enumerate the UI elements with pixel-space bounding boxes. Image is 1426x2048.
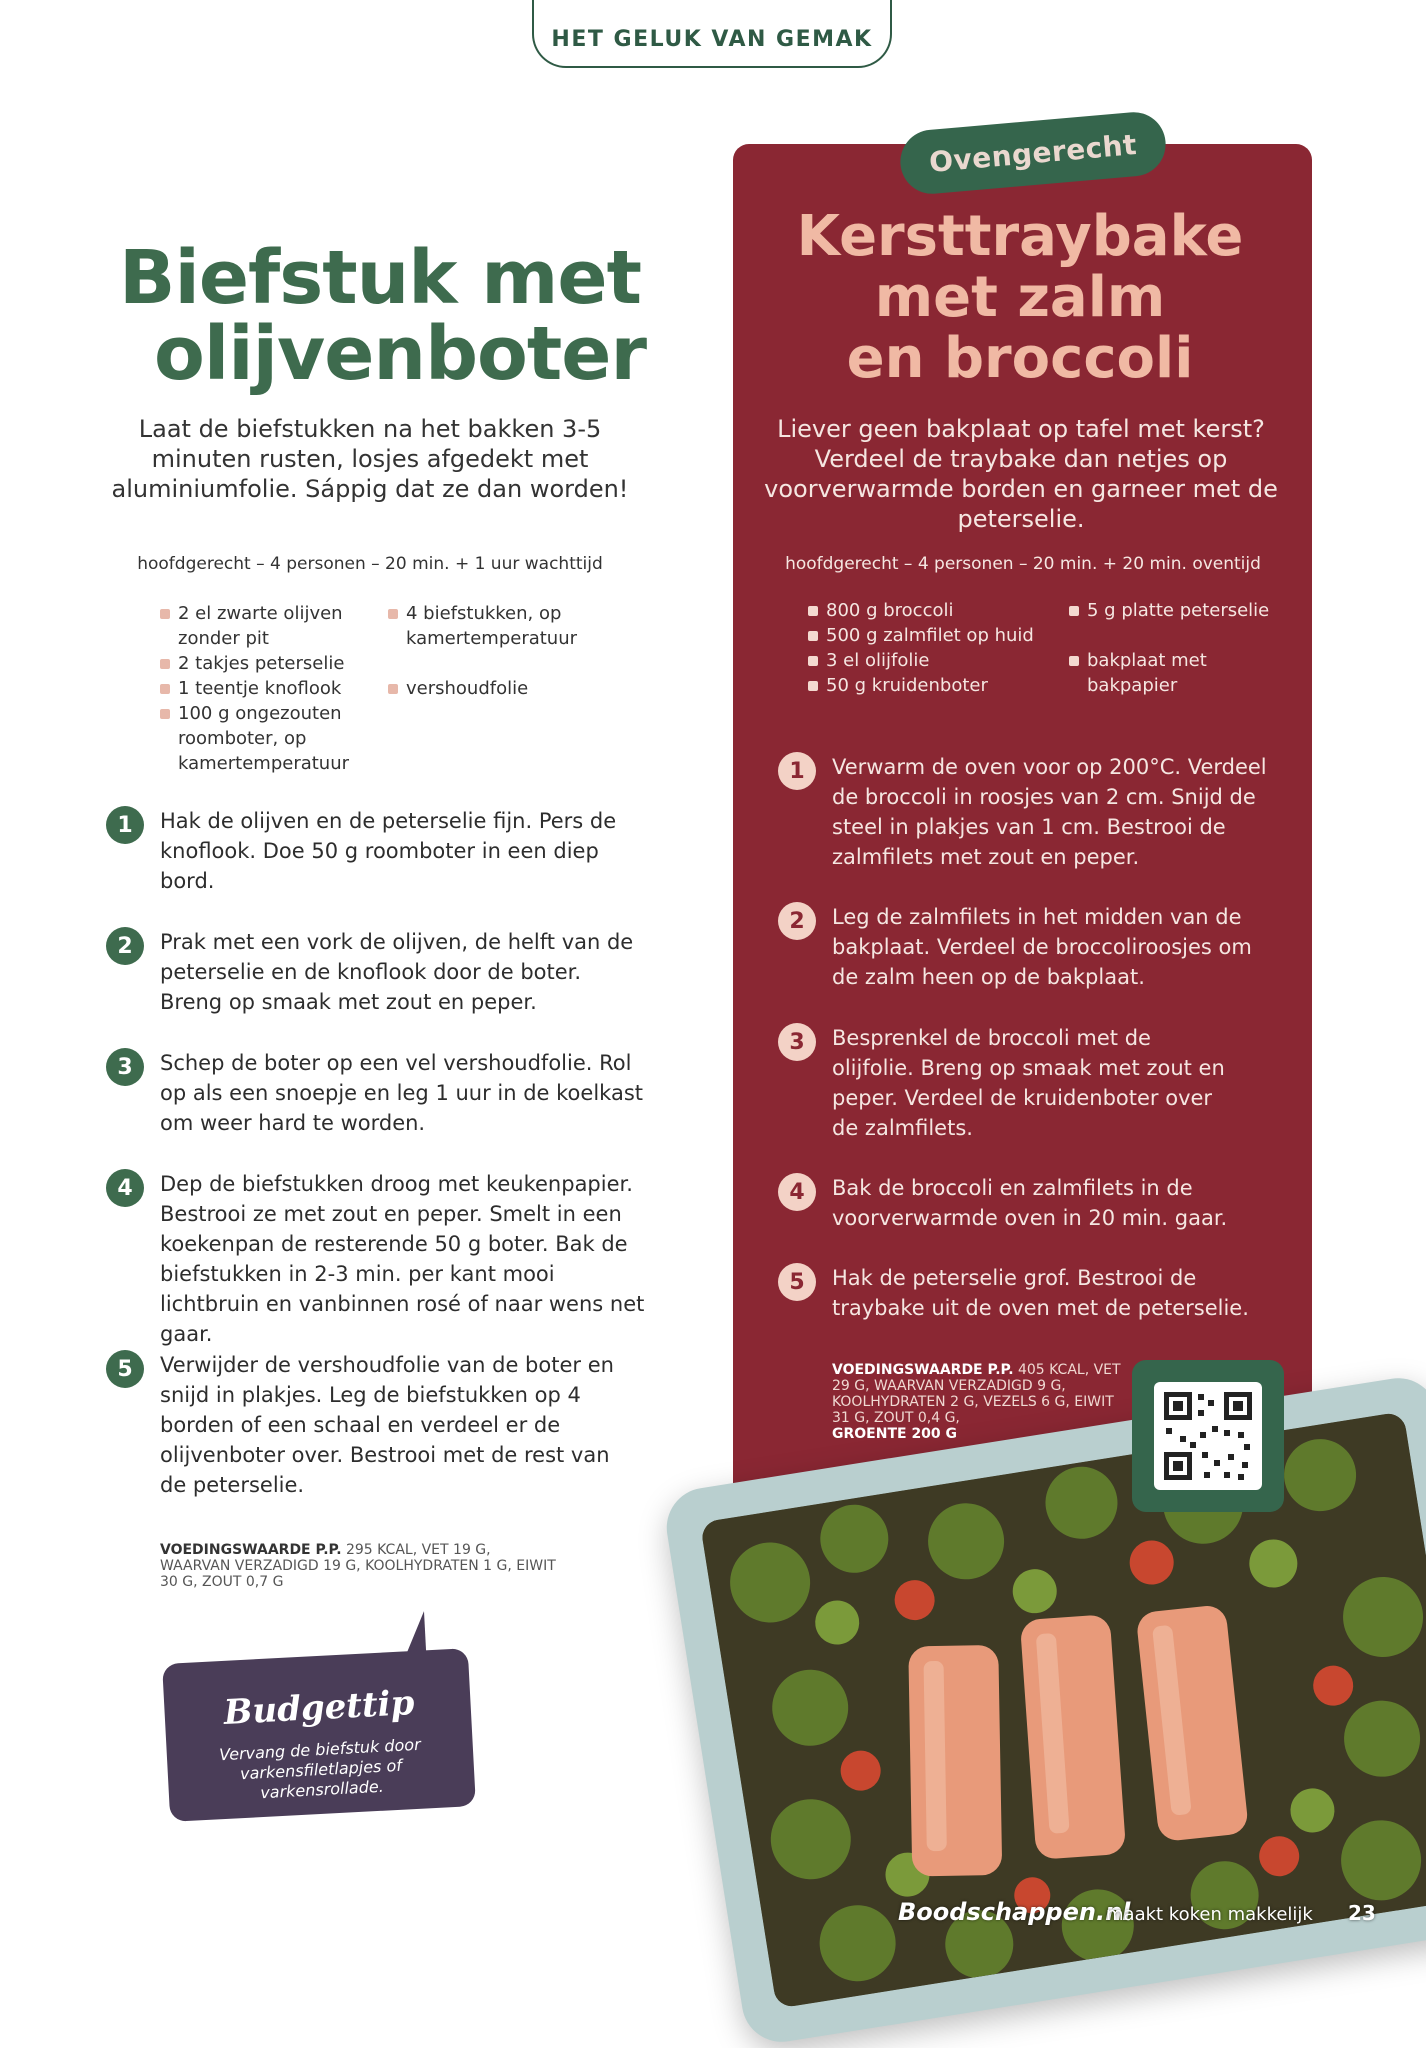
section-label: HET GELUK VAN GEMAK (551, 27, 873, 52)
step-number-badge: 1 (106, 806, 144, 844)
ingredient-item: vershoudfolie (388, 676, 608, 701)
ingredient-item: 100 g ongezouten roomboter, op kamertemperatuur (160, 701, 390, 776)
left-recipe-intro: Laat de biefstukken na het bakken 3-5 minuten rusten, losjes afgedekt met aluminiumfolie. Sáppig dat ze dan worden! (111, 415, 629, 503)
ingredient-item: 1 teentje knoflook (160, 676, 390, 701)
step-text: Prak met een vork de olijven, de helft van de peterselie en de knoflook door de boter. Breng op smaak met zout en peper. (160, 930, 634, 1014)
nutrition-vegetables: GROENTE 200 G (832, 1426, 958, 1442)
page-number: 23 (1348, 1901, 1376, 1925)
qr-code-icon[interactable] (1154, 1382, 1262, 1490)
left-recipe-meta: hoofdgerecht – 4 personen – 20 min. + 1 uur wachttijd (137, 554, 603, 574)
step-text: Besprenkel de broccoli met de olijfolie. Breng op smaak met zout en peper. Verdeel de kruidenboter over de zalmfilets. (832, 1026, 1225, 1140)
right-step-4 (778, 1173, 1268, 1233)
left-ingredients-col1 (160, 601, 390, 776)
nutrition-text: 295 KCAL, VET 19 G, WAARVAN VERZADIGD 19 G, KOOLHYDRATEN 1 G, EIWIT 30 G, ZOUT 0,7 G (160, 1542, 556, 1590)
ingredient-item: 800 g broccoli (808, 598, 1068, 623)
ingredient-item: 3 el olijfolie (808, 648, 1068, 673)
nutrition-label: VOEDINGSWAARDE P.P. (160, 1542, 342, 1558)
section-header-tab (532, 0, 892, 68)
footer-tagline: maakt koken makkelijk (1106, 1904, 1313, 1925)
left-step-2 (106, 927, 646, 1017)
budget-tip-text: Vervang de biefstuk door varkensfiletlapjes of varkensrollade. (218, 1734, 422, 1803)
step-number-badge: 3 (778, 1023, 816, 1061)
step-number-badge: 4 (778, 1173, 816, 1211)
right-ingredients-col1 (808, 598, 1068, 698)
step-text: Leg de zalmfilets in het midden van de bakplaat. Verdeel de broccoliroosjes om de zalm heen op de bakplaat. (832, 905, 1252, 989)
left-step-3 (106, 1048, 646, 1138)
right-step-1 (778, 752, 1268, 872)
right-title-line1: Kersttraybake (796, 204, 1244, 269)
qr-code-frame[interactable] (1132, 1360, 1284, 1512)
right-step-2 (778, 902, 1268, 992)
footer-brand: Boodschappen.nl (898, 1898, 1131, 1926)
right-step-5 (778, 1263, 1268, 1323)
step-number-badge: 2 (106, 927, 144, 965)
ingredient-item: 4 biefstukken, op kamertemperatuur (388, 601, 608, 651)
right-recipe-title (740, 206, 1300, 389)
ingredient-item: 50 g kruidenboter (808, 673, 1068, 698)
ingredient-item: 5 g platte peterselie (1069, 598, 1299, 623)
step-text: Verwarm de oven voor op 200°C. Verdeel de broccoli in roosjes van 2 cm. Snijd de steel in plakjes van 1 cm. Bestrooi de zalmfilets met zout en peper. (832, 755, 1267, 869)
right-title-line3: en broccoli (846, 326, 1194, 391)
step-number-badge: 3 (106, 1048, 144, 1086)
right-recipe-meta: hoofdgerecht – 4 personen – 20 min. + 20 min. oventijd (785, 554, 1261, 574)
left-recipe-title (60, 235, 700, 397)
step-number-badge: 2 (778, 902, 816, 940)
step-number-badge: 1 (778, 752, 816, 790)
step-text: Hak de olijven en de peterselie fijn. Pers de knoflook. Doe 50 g roomboter in een diep bord. (160, 809, 617, 893)
budget-tip-title: Budgettip (222, 1683, 416, 1733)
left-step-1 (106, 806, 646, 896)
ingredient-item: 500 g zalmfilet op huid (808, 623, 1068, 648)
step-text: Bak de broccoli en zalmfilets in de voorverwarmde oven in 20 min. gaar. (832, 1176, 1228, 1230)
ingredient-item: 2 takjes peterselie (160, 651, 390, 676)
left-step-5 (106, 1350, 626, 1500)
ingredient-item: 2 el zwarte olijven zonder pit (160, 601, 390, 651)
left-nutrition (160, 1542, 560, 1590)
left-title-line1: Biefstuk met (119, 235, 641, 321)
step-number-badge: 4 (106, 1169, 144, 1207)
step-number-badge: 5 (106, 1350, 144, 1388)
right-step-3 (778, 1023, 1238, 1143)
step-text: Verwijder de vershoudfolie van de boter en snijd in plakjes. Leg de biefstukken op 4 borden of een schaal en verdeel er de olijvenboter over. Bestrooi met de rest van de peterselie. (160, 1353, 614, 1497)
right-recipe-intro: Liever geen bakplaat op tafel met kerst? Verdeel de traybake dan netjes op voorverwarmde borden en garneer met de peterselie. (764, 415, 1278, 533)
step-text: Schep de boter op een vel vershoudfolie. Rol op als een snoepje en leg 1 uur in de koelkast om weer hard te worden. (160, 1051, 643, 1135)
right-title-line2: met zalm (874, 265, 1166, 330)
left-step-4 (106, 1169, 651, 1349)
nutrition-label: VOEDINGSWAARDE P.P. (832, 1362, 1014, 1378)
nutrition-text: 405 KCAL, VET 29 G, WAARVAN VERZADIGD 9 G, KOOLHYDRATEN 2 G, VEZELS 6 G, EIWIT 31 G, ZOUT 0,4 G, (832, 1362, 1121, 1426)
left-ingredients-col2 (388, 601, 608, 701)
qr-code-graphic (1154, 1382, 1262, 1490)
step-number-badge: 5 (778, 1263, 816, 1301)
right-ingredients-col2 (1069, 598, 1299, 698)
oven-badge-label: Ovengerecht (927, 127, 1139, 179)
step-text: Dep de biefstukken droog met keukenpapier. Bestrooi ze met zout en peper. Smelt in een koekenpan de resterende 50 g boter. Bak de biefstukken in 2-3 min. per kant mooi lichtbruin en vanbinnen rosé of naar wens net gaar. (160, 1172, 645, 1346)
step-text: Hak de peterselie grof. Bestrooi de traybake uit de oven met de peterselie. (832, 1266, 1249, 1320)
left-title-line2: olijvenboter (154, 311, 646, 397)
ingredient-item: bakplaat met bakpapier (1069, 648, 1299, 698)
